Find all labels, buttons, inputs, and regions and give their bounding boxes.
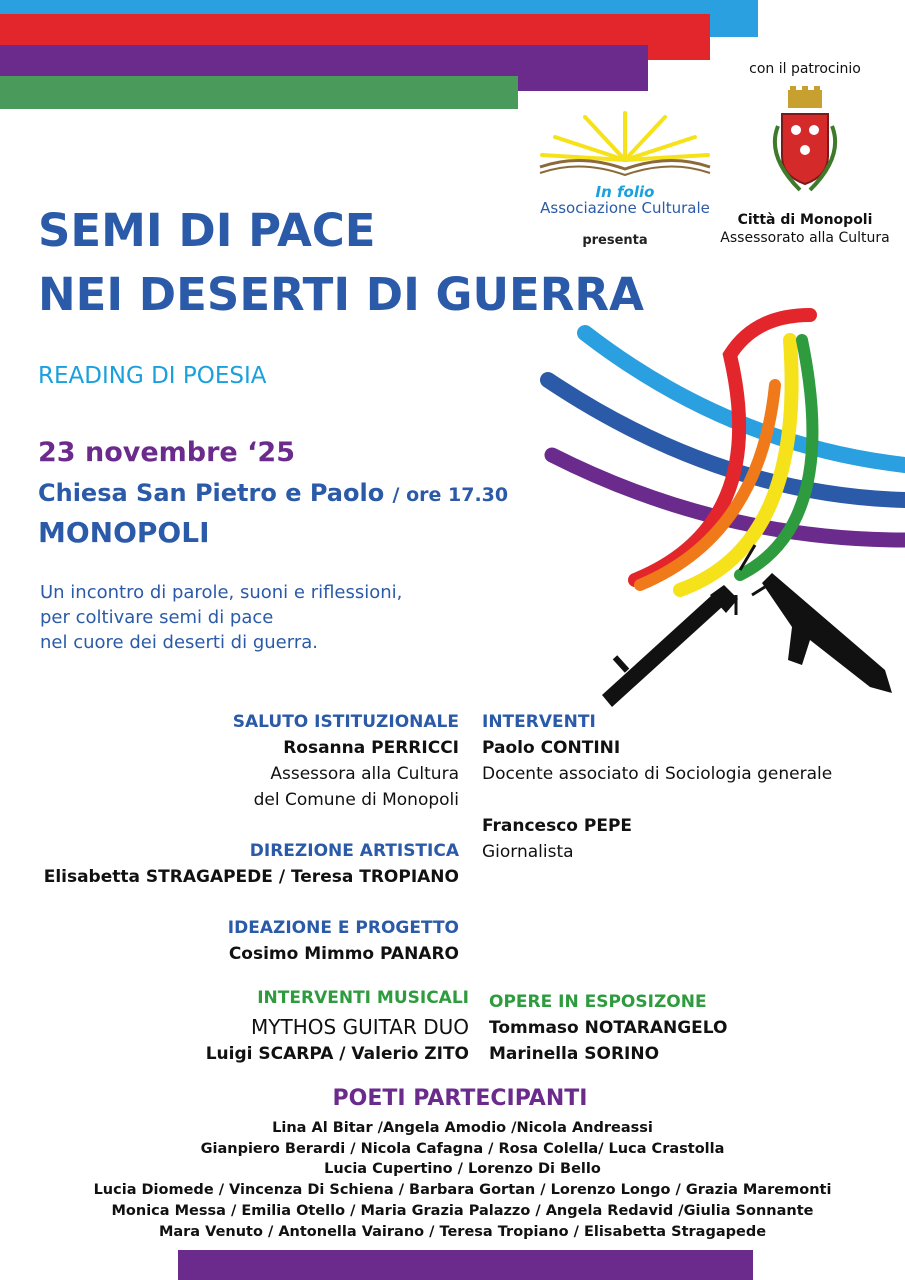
event-place-line: [38, 479, 508, 507]
ideazione-name: Cosimo Mimmo PANARO: [228, 944, 459, 964]
city-crest: [760, 86, 850, 198]
event-time: / ore 17.30: [392, 484, 509, 506]
direzione-names: Elisabetta STRAGAPEDE / Teresa TROPIANO: [43, 867, 459, 887]
crest-icon: [760, 86, 850, 198]
subtitle: READING DI POESIA: [38, 363, 267, 389]
poeti-line: Lucia Cupertino / Lorenzo Di Bello: [324, 1161, 601, 1178]
poeti-line: Lucia Diomede / Vincenza Di Schiena / Barbara Gortan / Lorenzo Longo / Grazia Maremonti: [93, 1182, 832, 1199]
interventi-p2-role: Giornalista: [482, 842, 574, 862]
poeti-heading: POETI PARTECIPANTI: [332, 1086, 588, 1111]
poeti-line: Mara Venuto / Antonella Vairano / Teresa Tropiano / Elisabetta Stragapede: [158, 1223, 767, 1240]
poeti-line: Gianpiero Berardi / Nicola Cafagna / Rosa Colella/ Luca Crastolla: [200, 1140, 725, 1157]
title-line-1: SEMI DI PACE: [38, 204, 376, 257]
dove-illustration: [540, 295, 905, 720]
poeti-list: [0, 1118, 905, 1242]
title-line-2: NEI DESERTI DI GUERRA: [38, 268, 644, 321]
saluto-name: Rosanna PERRICCI: [283, 738, 459, 758]
event-place: Chiesa San Pietro e Paolo: [38, 479, 385, 507]
intro-line-3: nel cuore dei deserti di guerra.: [40, 632, 318, 653]
poeti-line: Lina Al Bitar /Angela Amodio /Nicola Andreassi: [272, 1120, 653, 1136]
patronage-label: con il patrocinio: [749, 61, 861, 77]
patronage-city: Città di Monopoli: [737, 212, 873, 228]
interventi-heading: INTERVENTI: [482, 712, 596, 732]
saluto-heading: SALUTO ISTITUZIONALE: [232, 712, 459, 732]
saluto-role-1: Assessora alla Cultura: [270, 764, 459, 784]
ideazione-heading: IDEAZIONE E PROGETTO: [227, 918, 459, 938]
poeti-line: Monica Messa / Emilia Otello / Maria Grazia Palazzo / Angela Redavid /Giulia Sonnante: [111, 1202, 814, 1219]
opere-artist-1: Tommaso NOTARANGELO: [489, 1018, 728, 1038]
association-name-italic: In folio: [595, 183, 655, 201]
peace-dove-broken-rifle-icon: [540, 295, 905, 720]
musicali-heading: INTERVENTI MUSICALI: [257, 988, 469, 1008]
event-date: 23 novembre ‘25: [38, 437, 295, 468]
musicali-group: MYTHOS GUITAR DUO: [251, 1015, 469, 1039]
presents-label: presenta: [582, 233, 648, 248]
event-city: MONOPOLI: [38, 516, 210, 549]
opere-heading: OPERE IN ESPOSIZONE: [489, 992, 707, 1012]
intro-line-1: Un incontro di parole, suoni e riflessioni,: [40, 582, 403, 603]
interventi-p1-name: Paolo CONTINI: [482, 738, 621, 758]
intro-line-2: per coltivare semi di pace: [40, 607, 274, 628]
association-logo: [530, 105, 720, 248]
intro-text: [40, 580, 402, 655]
open-book-sun-icon: [530, 105, 720, 185]
patronage-dept: Assessorato alla Cultura: [720, 230, 890, 246]
stripe-green: [0, 76, 518, 109]
opere-artist-2: Marinella SORINO: [489, 1044, 660, 1064]
direzione-heading: DIREZIONE ARTISTICA: [249, 841, 459, 861]
musicali-names: Luigi SCARPA / Valerio ZITO: [205, 1044, 469, 1064]
interventi-p1-role: Docente associato di Sociologia generale: [482, 764, 833, 784]
association-name: Associazione Culturale: [540, 199, 710, 217]
interventi-p2-name: Francesco PEPE: [482, 816, 633, 836]
saluto-role-2: del Comune di Monopoli: [253, 790, 459, 810]
bottom-stripe: [178, 1250, 753, 1280]
